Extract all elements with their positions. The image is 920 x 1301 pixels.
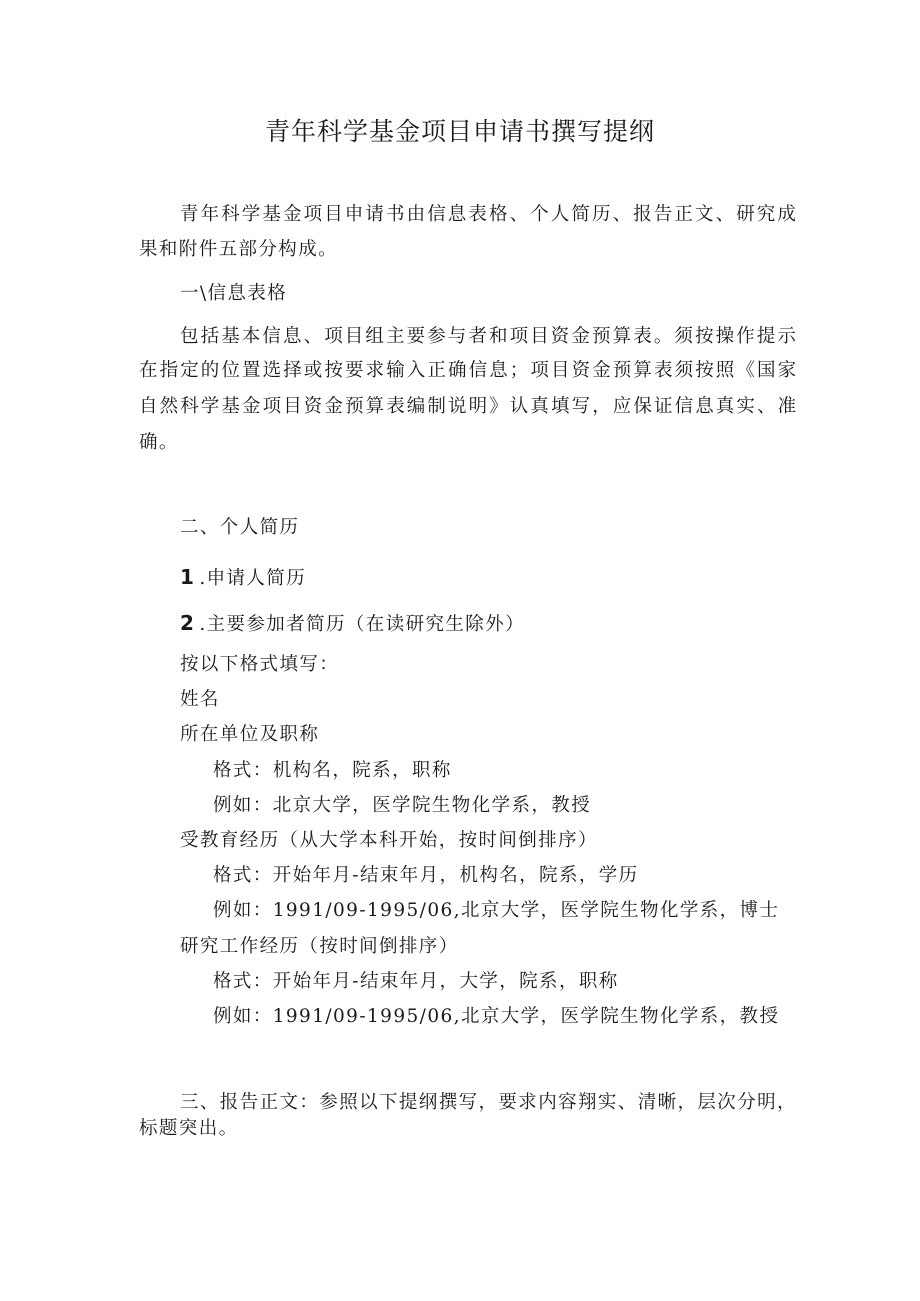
section-2-item-1 (180, 564, 306, 590)
unit-label: 所在单位及职称 (180, 724, 320, 745)
education-label: 受教育经历（从大学本科开始，按时间倒排序） (180, 830, 598, 851)
work-label: 研究工作经历（按时间倒排序） (180, 936, 459, 957)
section-3-line-1: 三、报告正文：参照以下提纲撰写，要求内容翔实、清晰，层次分明， (180, 1092, 797, 1113)
section-1-para-line-3: 自然科学基金项目资金预算表编制说明》认真填写，应保证信息真实、准 (139, 396, 799, 417)
item-1-number: 1 (180, 565, 196, 589)
item-2-text: .主要参加者简历（在读研究生除外） (199, 614, 526, 635)
work-example: 例如：1991/09-1995/06,北京大学，医学院生物化学系，教授 (213, 1006, 780, 1027)
work-format: 格式：开始年月-结束年月，大学，院系，职称 (213, 971, 619, 992)
name-label: 姓名 (180, 689, 220, 710)
item-1-text: .申请人简历 (199, 568, 307, 589)
section-3-line-2: 标题突出。 (139, 1118, 239, 1139)
unit-format: 格式：机构名，院系，职称 (213, 760, 452, 781)
format-intro: 按以下格式填写： (180, 654, 340, 675)
document-title: 青年科学基金项目申请书撰写提纲 (264, 117, 655, 146)
unit-example: 例如：北京大学，医学院生物化学系，教授 (213, 795, 592, 816)
section-1-heading: 一\信息表格 (180, 283, 288, 304)
section-1-para-line-2: 在指定的位置选择或按要求输入正确信息；项目资金预算表须按照《国家 (139, 360, 799, 381)
education-format: 格式：开始年月-结束年月，机构名，院系，学历 (213, 865, 639, 886)
education-example: 例如：1991/09-1995/06,北京大学，医学院生物化学系，博士 (213, 900, 780, 921)
item-2-number: 2 (180, 611, 196, 635)
intro-line-2: 果和附件五部分构成。 (139, 239, 339, 260)
section-1-para-line-1: 包括基本信息、项目组主要参与者和项目资金预算表。须按操作提示 (180, 326, 799, 347)
section-1-para-line-4: 确。 (139, 432, 179, 453)
intro-line-1: 青年科学基金项目申请书由信息表格、个人简历、报告正文、研究成 (180, 204, 799, 225)
section-2-heading: 二、个人简历 (180, 517, 300, 538)
section-2-item-2 (180, 610, 525, 636)
